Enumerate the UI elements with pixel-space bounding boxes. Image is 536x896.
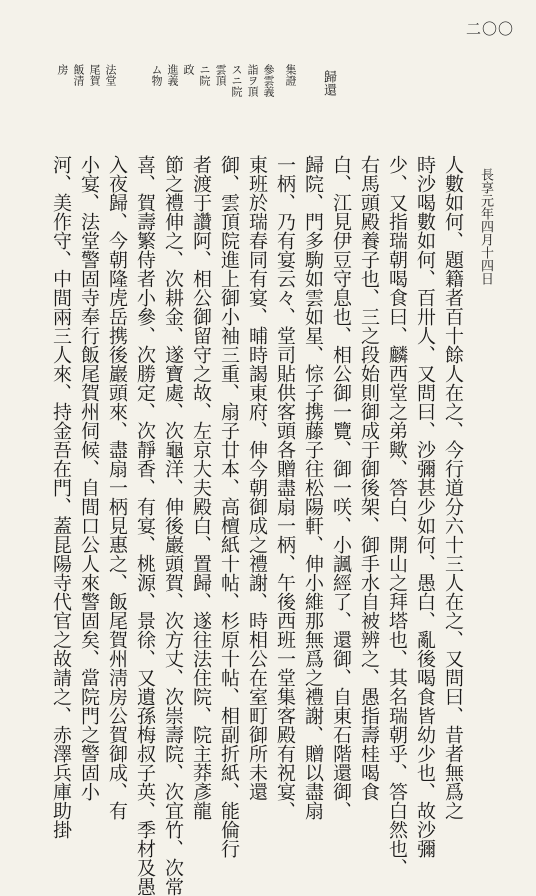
note-9: ム物 — [150, 64, 163, 86]
note-10: 法堂 — [104, 64, 117, 86]
note-4: スニ院 — [230, 64, 243, 97]
text-column: 歸院、門多駒如雲如星、悰子携藤子往松陽軒、伸小維那無爲之禮謝、贈以盡扇 — [302, 155, 324, 820]
page-number: 二〇〇 — [465, 20, 514, 38]
note-6: ニ院 — [198, 64, 211, 86]
text-column: 人數如何、題籍者百十餘人在之、今行道分六十三人在之、又問曰、昔者無爲之 — [442, 155, 464, 820]
text-column: 右馬頭殿養子也、三之段始則御成于御後架、御手水自被辨之、愚指壽桂喝食 — [358, 155, 380, 801]
text-column: 節之禮伸之、次耕金、遂寶處、次龜洋、伸後巖頭賀、次方丈、次崇壽院、次宜竹、次常 — [162, 155, 184, 896]
heading: 歸還 — [321, 70, 336, 96]
note-3: 詣ヲ頂 — [246, 64, 259, 97]
text-column: 一柄、乃有宴云々、堂司貼供客頭各贈盡扇一柄、午後西班一堂集客殿有祝宴、 — [274, 155, 296, 820]
text-column: 東班於瑞春同有宴、晡時謁東府、伸今朝御成之禮謝、時相公在室町御所未還 — [246, 155, 268, 801]
entry-date: 長享元年四月十四日 — [478, 168, 493, 285]
note-1: 集證 — [284, 64, 297, 86]
note-8: 進義 — [166, 64, 179, 86]
note-7: 政 — [182, 64, 195, 75]
note-12: 飯清 — [72, 64, 85, 86]
text-column: 入夜歸、今朝隆虎岳携後巖頭來、盡扇一柄見惠之、飯尾賀州淸房公賀御成、有 — [106, 155, 128, 820]
text-column: 喜、賀壽繁侍者小參、次勝定、次靜香、有宴、桃源、景徐、又遺孫梅叔子英、季材及愚 — [134, 155, 156, 896]
text-column: 者渡于讚阿、相公御留守之故、左京大夫殿白、置歸、遂往法住院、院主莽彥龍 — [190, 155, 212, 820]
text-column: 白、江見伊豆守息也、相公御一覽、御一咲、小諷經了、還御、自東石階還御、 — [330, 155, 352, 820]
note-11: 尾賀 — [88, 64, 101, 86]
text-column: 小宴、法堂警固寺奉行飯尾賀州伺候、自間口公人來警固矣、當院門之警固小 — [78, 155, 100, 801]
text-column: 河、美作守、中間兩三人來、持金吾在門、蓋昆陽寺代官之故請之、赤澤兵庫助掛 — [50, 155, 72, 839]
note-2: 參雲義 — [262, 64, 275, 97]
note-5: 雲頂 — [214, 64, 227, 86]
text-column: 少、又指瑞朝喝食曰、麟西堂之弟歟、答白、開山之拜塔也、其名瑞朝乎、答白然也、 — [386, 155, 408, 877]
text-column: 御、雲頂院進上御小袖三重、扇子廿本、高檀紙十帖、杉原十帖、相副折紙、能倫行 — [218, 155, 240, 858]
note-13: 房 — [56, 64, 69, 75]
text-column: 時沙喝數如何、百卅人、又問曰、沙彌甚少如何、愚白、亂後喝食皆幼少也、故沙彌 — [414, 155, 436, 858]
